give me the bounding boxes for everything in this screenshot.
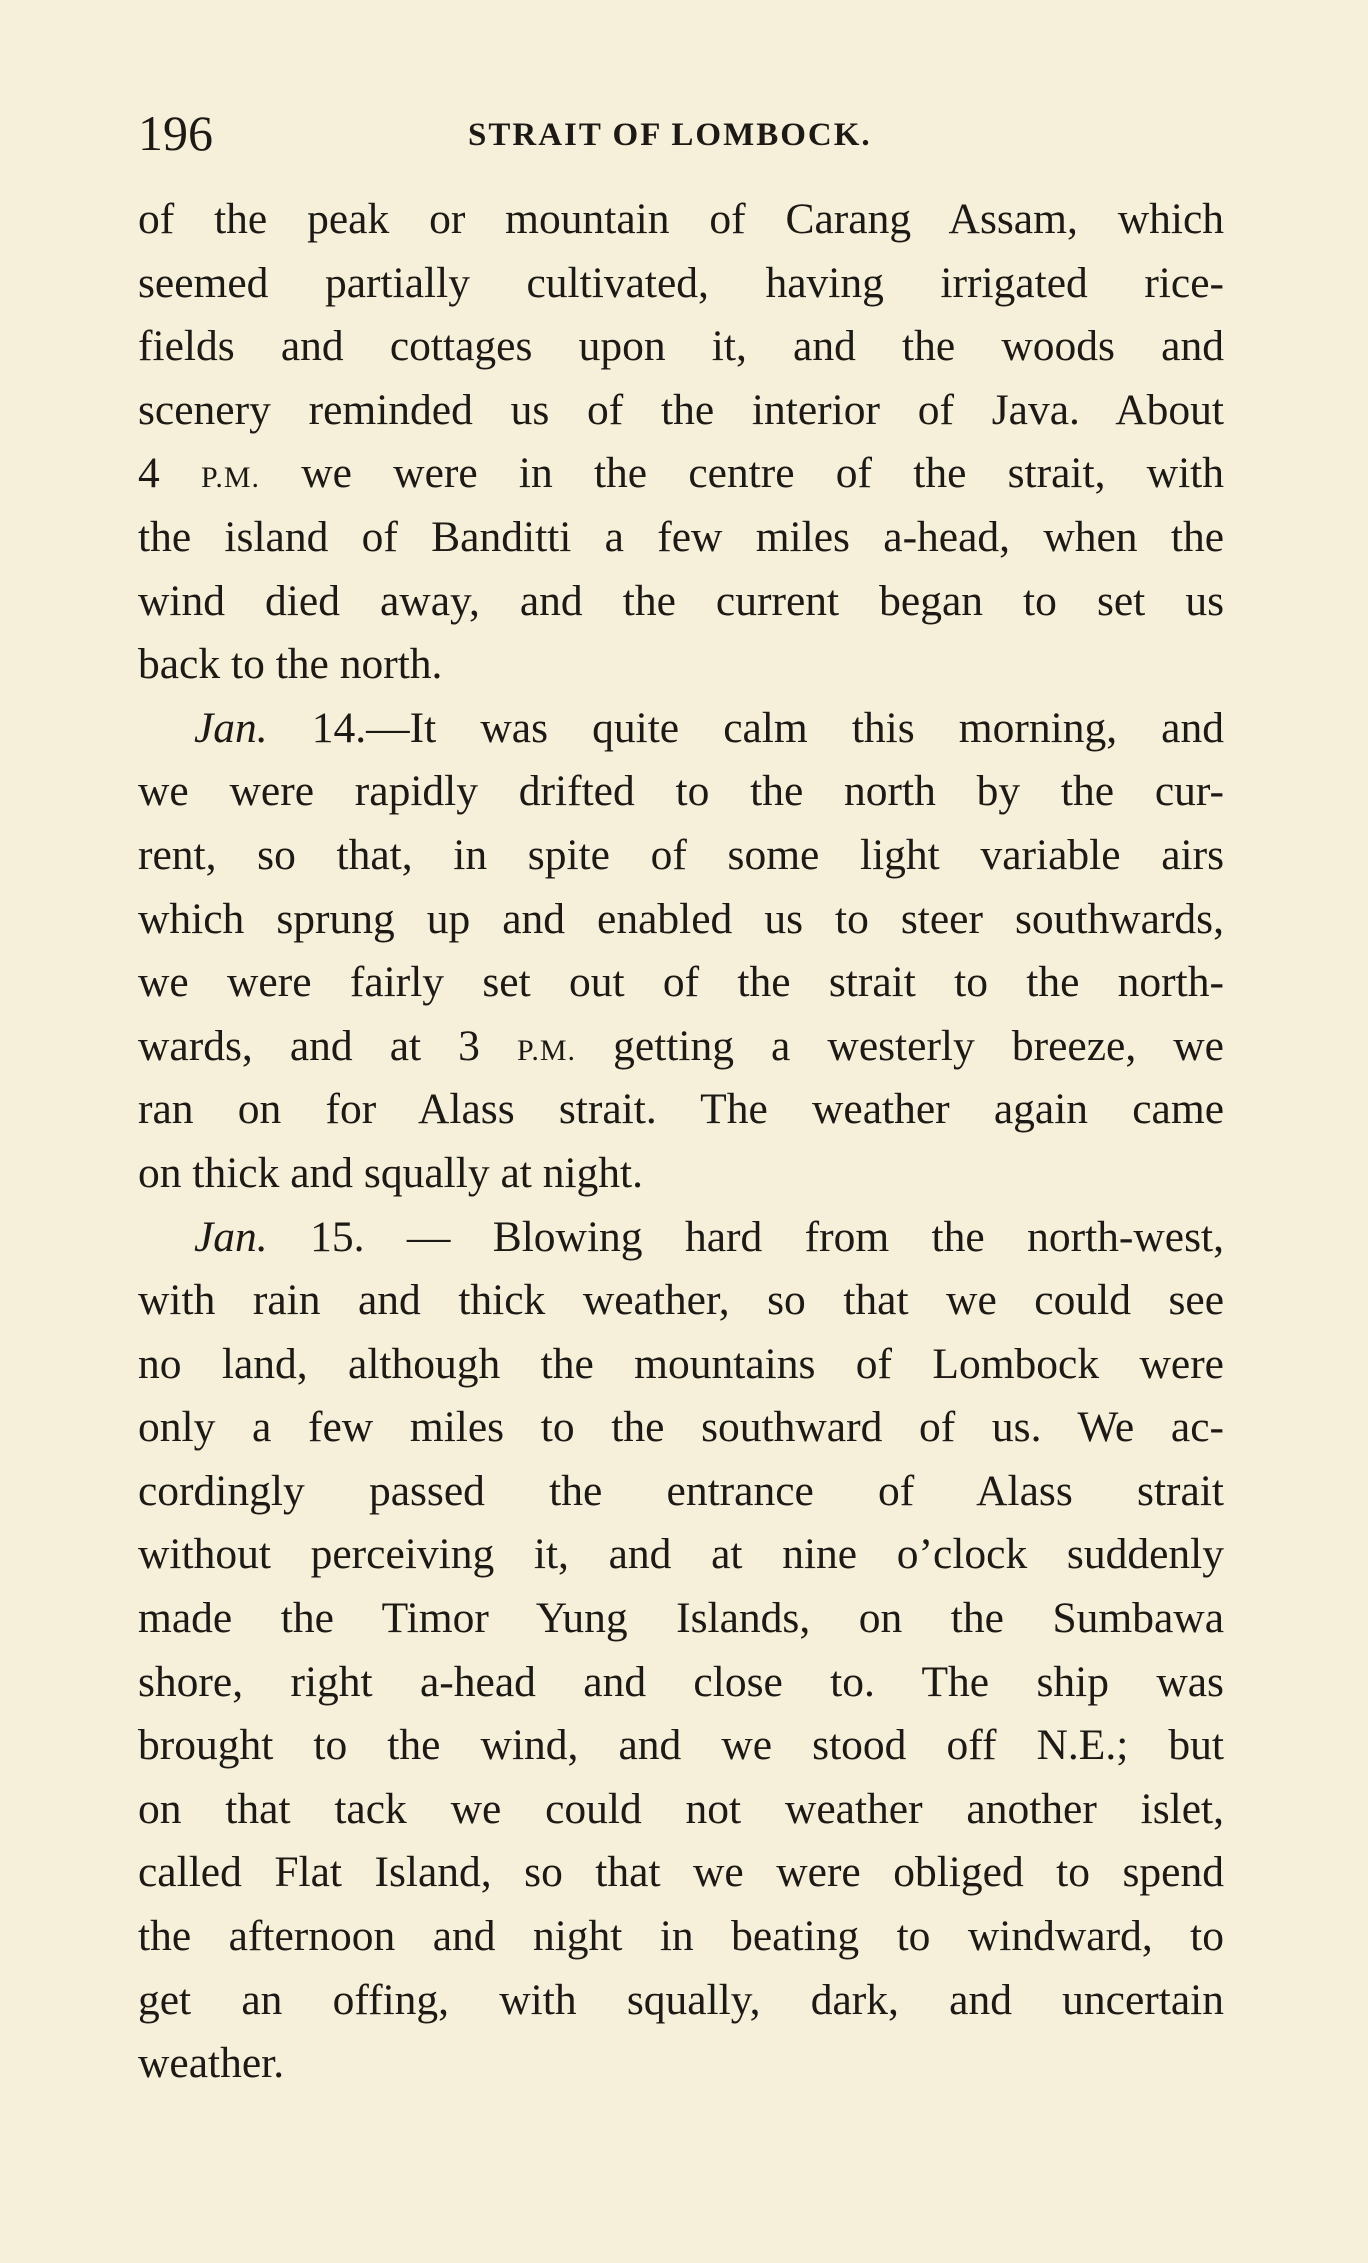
text-line: weather. <box>138 2039 285 2088</box>
text-line: only a few miles to the southward of us. We ac- <box>138 1403 1224 1452</box>
text-line: seemed partially cultivated, having irrigated rice- <box>138 258 1224 307</box>
text-segment: getting a westerly breeze, we <box>576 1021 1224 1070</box>
text-line: get an offing, with squally, dark, and uncertain <box>138 1975 1224 2024</box>
text-line: called Flat Island, so that we were obliged to spend <box>138 1848 1224 1897</box>
text-line: back to the north. <box>138 640 443 689</box>
date-label: Jan. <box>194 703 268 752</box>
text-line: wind died away, and the current began to set us <box>138 576 1224 625</box>
text-line: of the peak or mountain of Carang Assam, which <box>138 195 1224 243</box>
text-line: without perceiving it, and at nine o’clock suddenly <box>138 1530 1224 1579</box>
text-line: rent, so that, in spite of some light variable airs <box>138 830 1224 879</box>
text-line: with rain and thick weather, so that we could see <box>138 1276 1224 1325</box>
body-text <box>138 188 1224 2096</box>
running-title: STRAIT OF LOMBOCK. <box>468 117 872 153</box>
text-line: cordingly passed the entrance of Alass strait <box>138 1466 1224 1515</box>
text-line: no land, although the mountains of Lombock were <box>138 1339 1224 1388</box>
text-line: shore, right a-head and close to. The ship was <box>138 1657 1224 1706</box>
text-line <box>138 697 1224 761</box>
running-head <box>138 103 1228 163</box>
text-line: on thick and squally at night. <box>138 1148 644 1197</box>
text-line: fields and cottages upon it, and the woods and <box>138 322 1224 371</box>
text-line: we were rapidly drifted to the north by the cur- <box>138 767 1224 816</box>
text-line <box>138 1015 1224 1079</box>
text-line: the island of Banditti a few miles a-head, when the <box>138 512 1224 561</box>
text-line: made the Timor Yung Islands, on the Sumbawa <box>138 1594 1224 1643</box>
text-line: on that tack we could not weather another islet, <box>138 1784 1224 1833</box>
small-caps-time: P.M. <box>200 461 261 495</box>
small-caps-time: P.M. <box>517 1033 577 1067</box>
text-line <box>138 1206 1224 1270</box>
text-line <box>138 442 1224 506</box>
text-segment: 4 <box>138 449 201 498</box>
text-segment: 15. — Blowing hard from the north-west, <box>267 1212 1224 1261</box>
text-line: we were fairly set out of the strait to the north- <box>138 958 1224 1007</box>
text-segment: wards, and at 3 <box>138 1021 518 1070</box>
text-line: brought to the wind, and we stood off N.E.; but <box>138 1721 1224 1770</box>
text-line: scenery reminded us of the interior of Java. About <box>138 385 1224 434</box>
text-segment: we were in the centre of the strait, with <box>260 449 1224 498</box>
page-number: 196 <box>138 105 213 161</box>
text-segment: 14.—It was quite calm this morning, and <box>267 703 1224 752</box>
text-line: which sprung up and enabled us to steer southwards, <box>138 894 1224 943</box>
text-line: the afternoon and night in beating to windward, to <box>138 1912 1224 1961</box>
text-line: ran on for Alass strait. The weather again came <box>138 1085 1224 1134</box>
date-label: Jan. <box>194 1212 268 1261</box>
